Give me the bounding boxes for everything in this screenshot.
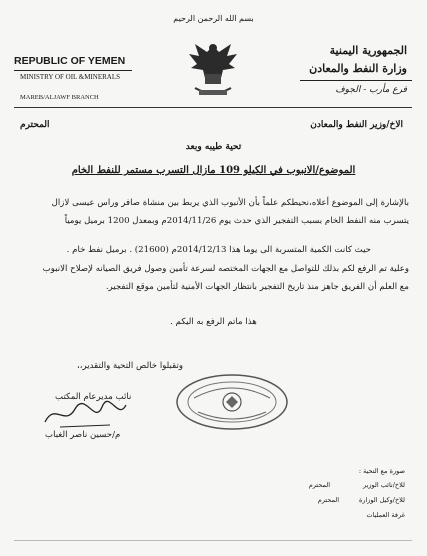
arabic-header-divider — [300, 80, 412, 81]
arabic-ministry-name: وزارة النفط والمعادن — [309, 62, 407, 75]
body-line: حيث كانت الكمية المتسربة الى يوما هذا 2014/12/13م (21600) . برميل نفط خام . — [66, 245, 371, 255]
cc-title: صورة مع التحية : — [358, 467, 405, 475]
header-divider — [14, 107, 412, 108]
arabic-country-title: الجمهورية اليمنية — [329, 44, 407, 57]
closing-statement: هذا ماتم الرفع به اليكم . — [170, 317, 257, 327]
english-header-divider — [14, 70, 132, 71]
greeting: تحية طيبه وبعد — [185, 142, 242, 152]
footer-divider — [14, 540, 412, 541]
cc-recipient: للاخ/نائب الوزير — [363, 481, 405, 489]
body-line: مع العلم أن الفريق جاهز منذ تاريخ التفجير بانتظار الجهات الأمنية لتأمين موقع التفجير. — [105, 282, 409, 292]
english-branch-name: MAREB/ALJAWF BRANCH — [20, 94, 99, 101]
official-round-stamp-icon — [174, 372, 290, 432]
cc-recipient-honorific: المحترم — [317, 496, 339, 504]
signatory-title: نائب مديرعام المكتب — [55, 392, 132, 402]
body-line: يتسرب منه النفط الخام بسبب التفجير الذي حدث يوم 2014/11/26م وبمعدل 1200 برميل يومياً — [64, 216, 409, 226]
body-line: بالإشارة إلى الموضوع أعلاه،نحيطكم علماً بأن الأنبوب الذي يربط بين منشاة صافر وراس عيسى لازال — [51, 198, 409, 208]
yemen-eagle-emblem-icon — [185, 38, 241, 102]
arabic-branch-name: فرع مأرب - الجوف — [335, 85, 407, 95]
subject-line: الموضوع/الانبوب في الكيلو 109 مازال التسرب مستمر للنفط الخام — [71, 165, 356, 176]
addressee-honorific: المحترم — [20, 120, 50, 130]
closing-regards: وتقبلوا خالص التحية والتقدير،، — [76, 361, 183, 371]
cc-recipient: للاخ/وكيل الوزارة — [358, 496, 405, 504]
cc-recipient-honorific: المحترم — [308, 481, 330, 489]
handwritten-signature-icon — [40, 397, 130, 433]
english-country-title: REPUBLIC OF YEMEN — [14, 55, 126, 67]
cc-recipient: غرفة العمليات — [366, 511, 405, 519]
signatory-name: م/حسين ناصر الغباب — [45, 430, 121, 440]
addressee: الاخ/وزير النفط والمعادن — [310, 120, 403, 130]
body-line: وعلية تم الرفع لكم بذلك للتواصل مع الجهات المختصه لسرعة تأمين وصول فريق الصيانه لإصلاح الانبوب — [42, 264, 409, 274]
basmala: بسم الله الرحمن الرحيم — [173, 14, 254, 23]
english-ministry-name: MINISTRY OF OIL &MINERALS — [20, 73, 121, 81]
